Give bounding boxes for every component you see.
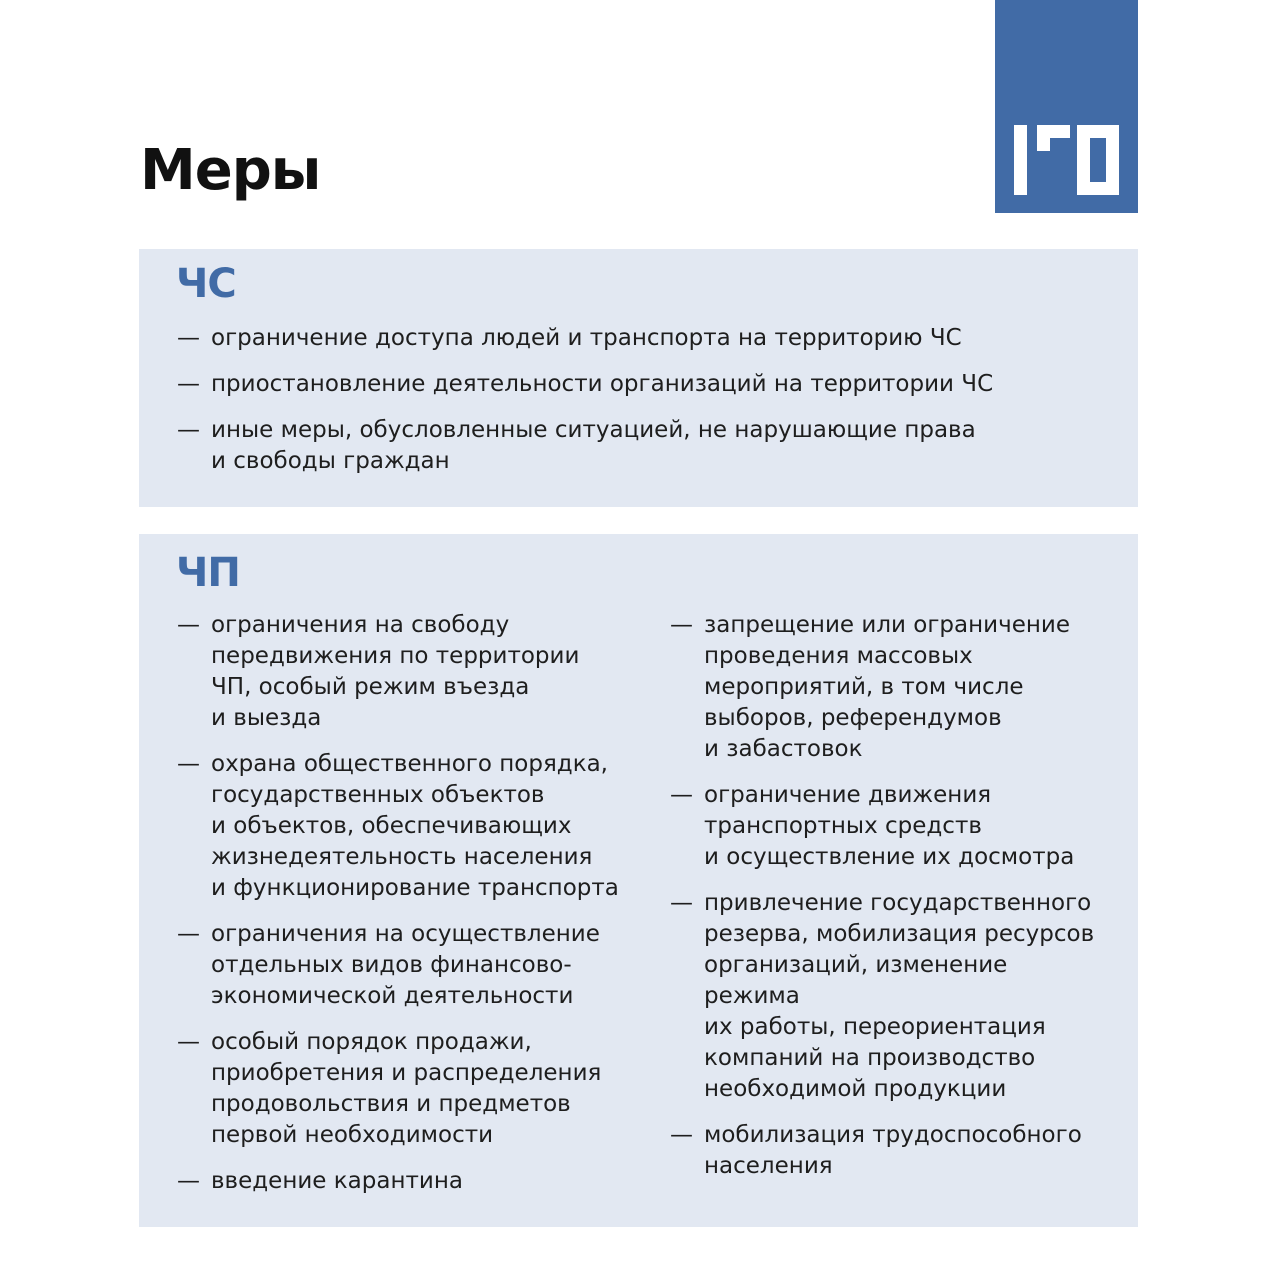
dash-bullet: —: [177, 921, 200, 947]
list-item: [177, 1166, 647, 1197]
dash-bullet: —: [670, 782, 693, 808]
dash-bullet: —: [177, 1029, 200, 1055]
list-item: [670, 1120, 1110, 1182]
page-title: Меры: [140, 138, 321, 203]
list-item: [177, 369, 1077, 400]
dash-bullet: —: [177, 417, 200, 443]
list-item: [177, 415, 1077, 477]
gd-logo-icon: [995, 0, 1138, 213]
list-item: [177, 323, 1077, 354]
list-item: [177, 1027, 647, 1151]
list-item-text: иные меры, обусловленные ситуацией, не нарушающие права и свободы граждан: [211, 417, 976, 474]
dash-bullet: —: [177, 751, 200, 777]
list-item-text: ограничения на свободу передвижения по территории ЧП, особый режим въезда и выезда: [211, 612, 580, 731]
list-item-text: приостановление деятельности организаций на территории ЧС: [211, 371, 994, 397]
list-item-text: ограничение доступа людей и транспорта на территорию ЧС: [211, 325, 962, 351]
list-item-text: ограничения на осуществление отдельных видов финансово- экономической деятельности: [211, 921, 600, 1009]
list-item-text: привлечение государственного резерва, мобилизация ресурсов организаций, изменение режима их работы, переориентация компаний на производство необходимой продукции: [704, 890, 1095, 1102]
list-item: [177, 610, 647, 734]
dash-bullet: —: [177, 1168, 200, 1194]
list-item-text: запрещение или ограничение проведения массовых мероприятий, в том числе выборов, референдумов и забастовок: [704, 612, 1070, 762]
chp-list-right: [670, 610, 1110, 1197]
chp-heading: ЧП: [176, 550, 240, 596]
dash-bullet: —: [670, 890, 693, 916]
dash-bullet: —: [177, 612, 200, 638]
list-item-text: охрана общественного порядка, государственных объектов и объектов, обеспечивающих жизнедеятельность населения и функционирование транспорта: [211, 751, 619, 901]
dash-bullet: —: [177, 325, 200, 351]
cs-list: [177, 323, 1077, 492]
list-item-text: мобилизация трудоспособного населения: [704, 1122, 1082, 1179]
chp-panel: [139, 534, 1138, 1227]
list-item: [670, 888, 1110, 1105]
list-item-text: ограничение движения транспортных средств и осуществление их досмотра: [704, 782, 1075, 870]
dash-bullet: —: [670, 1122, 693, 1148]
list-item: [670, 610, 1110, 765]
list-item-text: введение карантина: [211, 1168, 463, 1194]
dash-bullet: —: [670, 612, 693, 638]
dash-bullet: —: [177, 371, 200, 397]
chp-list-left: [177, 610, 647, 1212]
cs-panel: [139, 249, 1138, 507]
list-item: [177, 919, 647, 1012]
list-item: [177, 749, 647, 904]
list-item-text: особый порядок продажи, приобретения и распределения продовольствия и предметов первой необходимости: [211, 1029, 602, 1148]
list-item: [670, 780, 1110, 873]
cs-heading: ЧС: [176, 261, 236, 307]
gd-logo: [995, 0, 1138, 213]
